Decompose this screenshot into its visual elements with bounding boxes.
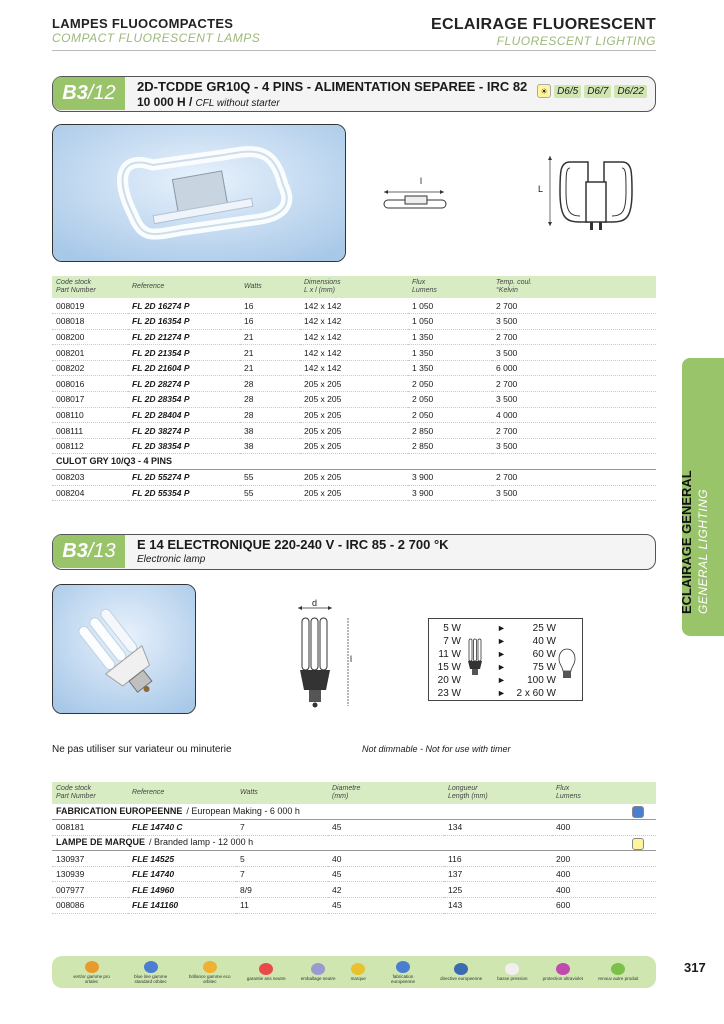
legend-label: garantie ans neutre (246, 976, 286, 981)
footer-legend-item (497, 963, 527, 981)
arrow-icon: ► (497, 636, 506, 646)
side-category-tab (679, 358, 724, 636)
table-cell: 205 x 205 (300, 392, 408, 408)
reference-cell: FL 2D 28274 P (128, 376, 240, 392)
table-subheader-row (52, 804, 656, 820)
footer-legend-item (598, 963, 638, 981)
footer-legend-item (301, 963, 336, 981)
col-header-text: Part Number (56, 793, 96, 800)
table-cell: 205 x 205 (300, 470, 408, 486)
section-code (53, 77, 125, 110)
reference-cell: FL 2D 16274 P (128, 298, 240, 314)
lifetime-hours: 10 000 H / (137, 95, 193, 109)
badge: D6/5 (554, 85, 581, 98)
header-right (431, 16, 656, 48)
table-cell: 8/9 (236, 882, 328, 898)
legend-label: protection ultraviolet (542, 976, 583, 981)
table-cell: 008202 (52, 360, 128, 376)
page-number: 317 (684, 960, 706, 975)
table-cell: 2 850 (408, 423, 492, 439)
section-code-main: B3 (62, 82, 88, 104)
table-row (52, 820, 656, 836)
legend-icon (396, 961, 410, 973)
brand-icon (632, 838, 644, 850)
col-header (128, 276, 240, 298)
legend-icon (144, 961, 158, 973)
incandescent-wattage: 2 x 60 W (516, 688, 556, 699)
col-header (236, 782, 328, 804)
reference-cell: FL 2D 28354 P (128, 392, 240, 408)
table-cell: 142 x 142 (300, 314, 408, 330)
sun-icon: ☀ (537, 84, 551, 98)
cfl-wattage: 20 W (437, 675, 461, 686)
col-header (52, 782, 128, 804)
table-cell: 205 x 205 (300, 438, 408, 454)
table-cell: 008110 (52, 407, 128, 423)
equivalence-row (429, 623, 584, 635)
table-cell: 42 (328, 882, 444, 898)
arrow-icon: ► (497, 675, 506, 685)
table-cell: 205 x 205 (300, 485, 408, 501)
legend-icon (203, 961, 217, 973)
table-cell: 4 000 (492, 407, 656, 423)
col-header-text: Lumens (556, 793, 581, 800)
reference-cell: FL 2D 55354 P (128, 485, 240, 501)
subheader-title: FABRICATION EUROPEENNE (56, 806, 183, 817)
table-cell: 40 (328, 851, 444, 867)
header-rule (52, 50, 656, 51)
table-cell: 7 (236, 820, 328, 836)
table-cell: 600 (552, 898, 656, 914)
col-header-text: (mm) (332, 793, 349, 800)
table-cell: 2 850 (408, 438, 492, 454)
side-tab-title: ECLAIRAGE GENERAL (679, 470, 694, 614)
table-2d-lamps (52, 276, 656, 501)
lamp-type-note: Electronic lamp (137, 554, 206, 565)
table-cell: 143 (444, 898, 552, 914)
reference-cell: FLE 14525 (128, 851, 236, 867)
table-cell: 2 700 (492, 329, 656, 345)
col-header-text: Flux (556, 785, 570, 793)
footer-legend-item (247, 963, 286, 981)
footer-legend-item (70, 961, 114, 984)
incandescent-wattage: 40 W (532, 636, 556, 647)
footer-legend-item (351, 963, 366, 981)
table-cell: 2 700 (492, 423, 656, 439)
legend-label: marque (350, 976, 366, 981)
wattage-equivalence-box (428, 618, 583, 701)
lamp-2d-front-diagram (536, 152, 646, 242)
col-header (444, 782, 552, 804)
table-cell: 1 350 (408, 329, 492, 345)
dim-L-label: L (538, 184, 544, 194)
table-row (52, 407, 656, 423)
table-cell: 125 (444, 882, 552, 898)
incandescent-wattage: 100 W (527, 675, 556, 686)
table-cell: 16 (240, 298, 300, 314)
table-cell: 008016 (52, 376, 128, 392)
table-cell: 400 (552, 882, 656, 898)
legend-icon (556, 963, 570, 975)
section-code (53, 535, 125, 568)
reference-cell: FL 2D 38274 P (128, 423, 240, 439)
subheader-note: / Branded lamp - 12 000 h (149, 837, 254, 848)
table-cell: 28 (240, 392, 300, 408)
table-cell: 008201 (52, 345, 128, 361)
incandescent-wattage: 60 W (532, 649, 556, 660)
table-cell: 28 (240, 376, 300, 392)
legend-label: blue line gamme standard orbitec (134, 973, 168, 984)
col-header-text: Length (mm) (448, 793, 488, 800)
table-cell: 008204 (52, 485, 128, 501)
lamp-2d-photo (52, 124, 346, 262)
col-header (240, 276, 300, 298)
cfl-wattage: 7 W (443, 636, 461, 647)
table-row (52, 392, 656, 408)
table-row (52, 423, 656, 439)
footer-legend-item (440, 963, 482, 981)
table-cell: 008111 (52, 423, 128, 439)
legend-label: vert/or gamme pro ortalec (73, 973, 110, 984)
table-cell: 3 900 (408, 470, 492, 486)
table-cell: 400 (552, 820, 656, 836)
table-header-row (52, 782, 656, 804)
table-cell: 3 500 (492, 314, 656, 330)
cfl-wattage: 11 W (438, 649, 461, 660)
table-cell: 45 (328, 898, 444, 914)
reference-cell: FL 2D 55274 P (128, 470, 240, 486)
table-row (52, 329, 656, 345)
table-cell: 2 050 (408, 407, 492, 423)
cfl-wattage: 15 W (437, 662, 461, 673)
header-right-subtitle: FLUORESCENT LIGHTING (496, 34, 656, 48)
reference-cell: FLE 14740 C (128, 820, 236, 836)
section-code-num: /12 (87, 82, 116, 104)
col-header-text: Code stock (56, 279, 92, 287)
table-e14-lamps (52, 782, 656, 914)
cfl-icon (467, 637, 483, 677)
dim-d-label: d (312, 598, 318, 608)
table-row (52, 376, 656, 392)
table-cell: 1 350 (408, 345, 492, 361)
table-cell: 55 (240, 485, 300, 501)
table-cell: 130937 (52, 851, 128, 867)
table-row (52, 866, 656, 882)
col-header-text: L x l (mm) (304, 287, 335, 294)
table-cell: 45 (328, 866, 444, 882)
table-cell: 3 500 (492, 438, 656, 454)
section-code-num: /13 (87, 540, 116, 562)
header-left (52, 16, 260, 45)
subheader-cell (52, 804, 656, 820)
table-cell: 008181 (52, 820, 128, 836)
table-cell: 130939 (52, 866, 128, 882)
table-cell: 008017 (52, 392, 128, 408)
table-cell: 142 x 142 (300, 298, 408, 314)
footer-legend-item (381, 961, 425, 984)
reference-cell: FL 2D 21274 P (128, 329, 240, 345)
table-cell: 142 x 142 (300, 360, 408, 376)
reference-cell: FLE 141160 (128, 898, 236, 914)
cfl-wattage: 23 W (437, 688, 461, 699)
col-header-text: Reference (132, 283, 165, 291)
table-cell: 2 700 (492, 376, 656, 392)
col-header (552, 782, 656, 804)
table-cell: 205 x 205 (300, 407, 408, 423)
badge: D6/22 (614, 85, 647, 98)
col-header-text: Dimensions (304, 279, 341, 287)
table-cell: 7 (236, 866, 328, 882)
table-cell: 008018 (52, 314, 128, 330)
reference-cell: FL 2D 16354 P (128, 314, 240, 330)
legend-icon (351, 963, 365, 975)
legend-label: emballage neutre (300, 976, 336, 981)
col-header-text: Reference (132, 789, 165, 797)
dim-l-label: l (350, 654, 352, 664)
table-row (52, 314, 656, 330)
subheader-note: / European Making - 6 000 h (186, 806, 300, 817)
lamp-2d-side-diagram (380, 172, 460, 222)
col-header-text: Part Number (56, 287, 96, 294)
reference-cell: FL 2D 21604 P (128, 360, 240, 376)
section-subtitle (137, 95, 280, 109)
col-header-text: Temp. coul. (496, 279, 532, 287)
table-cell: 200 (552, 851, 656, 867)
footer-legend-item (188, 961, 232, 984)
table-cell: 6 000 (492, 360, 656, 376)
col-header-text: °Kelvin (496, 287, 518, 294)
col-header-text: Code stock (56, 785, 92, 793)
legend-icon (311, 963, 325, 975)
table-cell: 008112 (52, 438, 128, 454)
table-cell: 2 700 (492, 470, 656, 486)
table-cell: 008019 (52, 298, 128, 314)
header-left-title: LAMPES FLUOCOMPACTES (52, 16, 234, 31)
table-cell: 008200 (52, 329, 128, 345)
arrow-icon: ► (497, 623, 506, 633)
legend-label: fabrication europeenne (391, 973, 416, 984)
arrow-icon: ► (497, 649, 506, 659)
cfl-wattage: 5 W (443, 623, 461, 634)
table-row (52, 851, 656, 867)
section-b3-12-header (52, 76, 656, 112)
subheader-cell (52, 454, 656, 470)
table-cell: 205 x 205 (300, 423, 408, 439)
table-row (52, 898, 656, 914)
legend-icon (259, 963, 273, 975)
dimmer-warning-en: Not dimmable - Not for use with timer (362, 744, 511, 754)
table-cell: 45 (328, 820, 444, 836)
table-row (52, 470, 656, 486)
dimmer-warning-fr: Ne pas utiliser sur variateur ou minuterie (52, 744, 232, 755)
table-cell: 116 (444, 851, 552, 867)
legend-icon (611, 963, 625, 975)
table-row (52, 298, 656, 314)
table-cell: 3 500 (492, 345, 656, 361)
table-cell: 1 350 (408, 360, 492, 376)
col-header (492, 276, 656, 298)
section-b3-13-header (52, 534, 656, 570)
reference-cell: FLE 14960 (128, 882, 236, 898)
table-cell: 38 (240, 423, 300, 439)
col-header-text: Diametre (332, 785, 361, 793)
table-subheader-row (52, 454, 656, 470)
equivalence-row (429, 688, 584, 700)
table-cell: 008086 (52, 898, 128, 914)
reference-cell: FL 2D 28404 P (128, 407, 240, 423)
badge: D6/7 (584, 85, 611, 98)
table-cell: 21 (240, 360, 300, 376)
table-cell: 11 (236, 898, 328, 914)
table-cell: 38 (240, 438, 300, 454)
table-cell: 134 (444, 820, 552, 836)
dim-l-label: l (420, 176, 422, 186)
table-cell: 2 050 (408, 392, 492, 408)
col-header (408, 276, 492, 298)
table-row (52, 360, 656, 376)
table-cell: 3 900 (408, 485, 492, 501)
table-cell: 007977 (52, 882, 128, 898)
footer-legend-item (129, 961, 173, 984)
table-subheader-row (52, 835, 656, 851)
table-cell: 400 (552, 866, 656, 882)
subheader-title: LAMPE DE MARQUE (56, 837, 146, 848)
table-cell: 1 050 (408, 314, 492, 330)
col-header-text: Flux (412, 279, 426, 287)
col-header (300, 276, 408, 298)
col-header (128, 782, 236, 804)
table-header-row (52, 276, 656, 298)
incandescent-wattage: 75 W (532, 662, 556, 673)
european-making-icon (632, 806, 644, 818)
table-cell: 3 500 (492, 392, 656, 408)
table-cell: 2 700 (492, 298, 656, 314)
incandescent-wattage: 25 W (532, 623, 556, 634)
table-cell: 55 (240, 470, 300, 486)
incandescent-bulb-icon (557, 647, 577, 681)
col-header-text: Watts (240, 789, 258, 797)
table-cell: 008203 (52, 470, 128, 486)
col-header (328, 782, 444, 804)
table-row (52, 438, 656, 454)
table-cell: 205 x 205 (300, 376, 408, 392)
header-right-title: ECLAIRAGE FLUORESCENT (431, 16, 656, 33)
col-header-text: Lumens (412, 287, 437, 294)
table-cell: 142 x 142 (300, 345, 408, 361)
col-header-text: Longueur (448, 785, 478, 793)
table-cell: 3 500 (492, 485, 656, 501)
footer-legend-bar (52, 956, 656, 988)
table-cell: 28 (240, 407, 300, 423)
subheader-cell (52, 835, 656, 851)
table-cell: 21 (240, 329, 300, 345)
subheader-title: CULOT GRY 10/Q3 - 4 PINS (56, 456, 173, 467)
legend-icon (85, 961, 99, 973)
lamp-type-note: CFL without starter (195, 98, 280, 109)
table-row (52, 345, 656, 361)
footer-legend-item (543, 963, 583, 981)
table-row (52, 485, 656, 501)
legend-icon (505, 963, 519, 975)
arrow-icon: ► (497, 662, 506, 672)
col-header-text: Watts (244, 283, 262, 291)
table-cell: 142 x 142 (300, 329, 408, 345)
legend-label: directive europeenne (440, 976, 483, 981)
table-cell: 16 (240, 314, 300, 330)
side-tab-subtitle: GENERAL LIGHTING (696, 488, 710, 614)
legend-label: renouv autre produit (598, 976, 639, 981)
col-header (52, 276, 128, 298)
table-row (52, 882, 656, 898)
reference-cell: FL 2D 21354 P (128, 345, 240, 361)
section-title: 2D-TCDDE GR10Q - 4 PINS - ALIMENTATION SEPAREE - IRC 82 (137, 79, 528, 94)
table-cell: 1 050 (408, 298, 492, 314)
lamp-e14-diagram (292, 598, 362, 714)
legend-icon (454, 963, 468, 975)
table-cell: 21 (240, 345, 300, 361)
header-left-subtitle: COMPACT FLUORESCENT LAMPS (52, 31, 261, 45)
table-cell: 2 050 (408, 376, 492, 392)
legend-label: brillance gamme eco orbitec (189, 973, 231, 984)
section-code-main: B3 (62, 540, 88, 562)
table-cell: 5 (236, 851, 328, 867)
arrow-icon: ► (497, 688, 506, 698)
legend-label: basse pression (497, 976, 528, 981)
reference-cell: FL 2D 38354 P (128, 438, 240, 454)
table-cell: 137 (444, 866, 552, 882)
section-title: E 14 ELECTRONIQUE 220-240 V - IRC 85 - 2 700 °K (137, 537, 449, 552)
section-subtitle (137, 553, 205, 565)
lamp-e14-photo (52, 584, 196, 714)
compat-badges (537, 84, 647, 98)
reference-cell: FLE 14740 (128, 866, 236, 882)
